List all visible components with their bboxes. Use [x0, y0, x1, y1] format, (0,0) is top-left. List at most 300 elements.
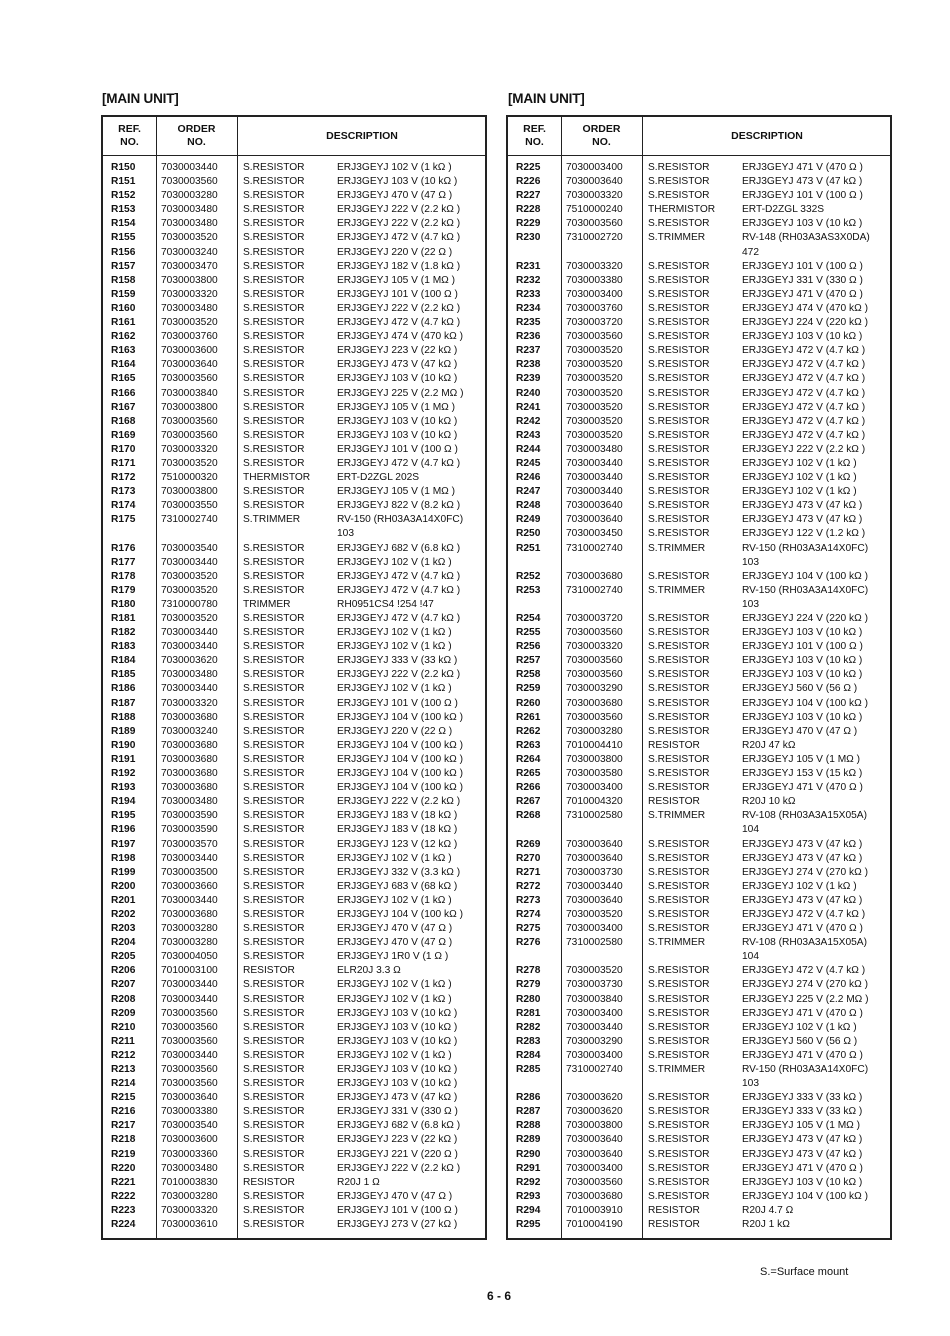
table-row	[103, 344, 485, 358]
ref-no: R227	[516, 190, 541, 202]
part-spec: ERJ3GEYJ 221 V (220 Ω )	[337, 1148, 458, 1160]
table-row	[508, 922, 890, 936]
part-spec: ERJ3GEYJ 101 V (100 Ω )	[742, 641, 863, 653]
ref-no: R185	[111, 669, 136, 681]
part-type: S.RESISTOR	[243, 204, 305, 216]
ref-no: R276	[516, 937, 541, 949]
order-no: 7030003560	[566, 218, 623, 230]
part-spec: ERJ3GEYJ 560 V (56 Ω )	[742, 683, 858, 695]
order-no: 7030003560	[161, 176, 218, 188]
order-no: 7030003320	[566, 260, 623, 272]
table-row	[508, 1204, 890, 1218]
order-no: 7030003380	[161, 1106, 218, 1118]
part-spec: ERJ3GEYJ 103 V (10 kΩ )	[742, 669, 863, 681]
table-row	[103, 1119, 485, 1133]
part-spec: ERJ3GEYJ 104 V (100 kΩ )	[337, 711, 463, 723]
part-type: S.RESISTOR	[243, 908, 305, 920]
table-row	[508, 866, 890, 880]
part-spec: ERJ3GEYJ 104 V (100 kΩ )	[337, 739, 463, 751]
ref-no: R164	[111, 359, 136, 371]
order-no: 7030003540	[161, 1120, 218, 1132]
table-row	[103, 781, 485, 795]
table-row	[103, 767, 485, 781]
order-no: 7030003640	[566, 500, 623, 512]
part-spec: ERJ3GEYJ 472 V (4.7 kΩ )	[337, 317, 461, 329]
part-spec: ERJ3GEYJ 331 V (330 Ω )	[742, 274, 863, 286]
ref-no: R214	[111, 1078, 136, 1090]
order-no: 7030003400	[566, 162, 623, 173]
ref-no: R213	[111, 1064, 136, 1075]
table-row	[103, 739, 485, 753]
ref-no: R248	[516, 500, 541, 512]
order-no: 7030003280	[161, 923, 218, 935]
table-row	[508, 1162, 890, 1176]
part-type: S.RESISTOR	[648, 274, 710, 286]
table-row	[103, 429, 485, 443]
part-type: S.RESISTOR	[243, 556, 305, 568]
part-type: S.RESISTOR	[648, 457, 710, 469]
order-no: 7030003560	[566, 331, 623, 343]
part-type: S.RESISTOR	[648, 176, 710, 188]
order-no: 7030003520	[566, 387, 623, 399]
order-no: 7030003560	[161, 429, 218, 441]
order-no: 7030003520	[161, 457, 218, 469]
order-no: 7030003440	[566, 1021, 623, 1033]
ref-no: R230	[516, 232, 541, 244]
order-no: 7310002740	[566, 1064, 623, 1075]
table-row	[103, 556, 485, 570]
table-row	[103, 1007, 485, 1021]
ref-no: R263	[516, 739, 541, 751]
order-no: 7030003520	[566, 401, 623, 413]
part-type: S.RESISTOR	[648, 317, 710, 329]
part-spec: ERJ3GEYJ 101 V (100 Ω )	[337, 1204, 458, 1216]
part-spec: ERJ3GEYJ 822 V (8.2 kΩ )	[337, 500, 461, 512]
part-type: S.TRIMMER	[648, 542, 706, 554]
table-row	[103, 697, 485, 711]
part-spec: ERJ3GEYJ 104 V (100 kΩ )	[337, 768, 463, 780]
ref-no: R252	[516, 570, 541, 582]
part-spec: ERJ3GEYJ 101 V (100 Ω )	[337, 288, 458, 300]
part-type: S.RESISTOR	[648, 697, 710, 709]
order-no: 7030003720	[566, 317, 623, 329]
order-no: 7030003560	[161, 373, 218, 385]
order-no: 7030003400	[566, 1049, 623, 1061]
order-no: 7030003480	[161, 796, 218, 808]
part-spec: ERJ3GEYJ 332 V (3.3 kΩ )	[337, 866, 461, 878]
table-row	[103, 626, 485, 640]
part-spec: ERJ3GEYJ 474 V (470 kΩ )	[337, 331, 463, 343]
part-type: S.TRIMMER	[243, 514, 301, 526]
part-spec: ERJ3GEYJ 103 V (10 kΩ )	[337, 415, 458, 427]
part-type: THERMISTOR	[648, 204, 716, 216]
part-spec: ERJ3GEYJ 472 V (4.7 kΩ )	[742, 345, 866, 357]
ref-no: R247	[516, 486, 541, 498]
part-spec: RV-148 (RH03A3AS3X0DA)	[742, 232, 870, 244]
table-row	[508, 457, 890, 471]
table-row	[103, 936, 485, 950]
part-type: S.RESISTOR	[648, 401, 710, 413]
table-row	[103, 823, 485, 837]
part-type: S.RESISTOR	[648, 894, 710, 906]
ref-no: R193	[111, 782, 136, 794]
ref-no: R176	[111, 542, 136, 554]
order-no: 7030003520	[566, 359, 623, 371]
table-row	[103, 387, 485, 401]
order-no: 7030003680	[566, 570, 623, 582]
order-no: 7030003840	[161, 387, 218, 399]
part-spec: RV-150 (RH03A3A14X0FC)	[742, 542, 869, 554]
part-spec: 103	[337, 528, 354, 540]
part-spec: ERJ3GEYJ 102 V (1 kΩ )	[337, 641, 452, 653]
ref-no: R261	[516, 711, 541, 723]
order-no: 7030003440	[161, 683, 218, 695]
table-row	[103, 922, 485, 936]
ref-no: R178	[111, 570, 136, 582]
part-spec: ERJ3GEYJ 224 V (220 kΩ )	[742, 613, 868, 624]
order-no: 7510000320	[161, 472, 218, 484]
part-spec: ERJ3GEYJ 472 V (4.7 kΩ )	[742, 401, 866, 413]
ref-no: R152	[111, 190, 136, 202]
part-type: S.TRIMMER	[648, 232, 706, 244]
table-row	[103, 795, 485, 809]
part-spec: ERJ3GEYJ 471 V (470 Ω )	[742, 923, 863, 935]
part-type: S.RESISTOR	[648, 1120, 710, 1132]
table-row	[103, 1190, 485, 1204]
part-spec: RV-150 (RH03A3A14X0FC)	[337, 514, 464, 526]
table-row	[508, 1218, 890, 1232]
order-no: 7030003560	[161, 1007, 218, 1019]
part-type: S.RESISTOR	[648, 359, 710, 371]
order-no: 7030003800	[566, 1120, 623, 1132]
ref-no: R244	[516, 443, 541, 455]
order-no: 7030003320	[161, 443, 218, 455]
part-spec: ERJ3GEYJ 225 V (2.2 MΩ )	[337, 387, 464, 399]
order-no: 7030003540	[161, 542, 218, 554]
part-spec: ERJ3GEYJ 104 V (100 kΩ )	[742, 1190, 868, 1202]
order-no: 7030003800	[566, 753, 623, 765]
ref-no: R236	[516, 331, 541, 343]
order-no: 7310002740	[566, 542, 623, 554]
ref-no: R166	[111, 387, 136, 399]
table-row	[508, 372, 890, 386]
order-no: 7030003520	[161, 232, 218, 244]
table-row	[103, 640, 485, 654]
part-type: S.RESISTOR	[243, 190, 305, 202]
order-no: 7030003680	[161, 711, 218, 723]
part-spec: ERJ3GEYJ 473 V (47 kΩ )	[337, 1092, 458, 1104]
order-no: 7030003680	[566, 697, 623, 709]
order-no: 7310002720	[566, 232, 623, 244]
ref-no: R180	[111, 598, 136, 610]
table-row	[103, 612, 485, 626]
table-row	[103, 950, 485, 964]
order-no: 7030003520	[566, 908, 623, 920]
table-row	[508, 852, 890, 866]
part-type: S.RESISTOR	[243, 655, 305, 667]
part-type: S.RESISTOR	[243, 401, 305, 413]
part-type: S.RESISTOR	[243, 162, 305, 173]
part-spec: ERJ3GEYJ 224 V (220 kΩ )	[742, 317, 868, 329]
ref-no: R186	[111, 683, 136, 695]
ref-no: R272	[516, 880, 541, 892]
right-parts-table	[506, 115, 892, 1240]
table-row	[103, 513, 485, 527]
order-no: 7030003480	[161, 204, 218, 216]
ref-no: R151	[111, 176, 136, 188]
part-type: S.RESISTOR	[648, 288, 710, 300]
order-no: 7030003440	[161, 993, 218, 1005]
header-order-no: ORDER NO.	[177, 123, 216, 148]
part-type: S.RESISTOR	[648, 443, 710, 455]
order-no: 7030003520	[161, 584, 218, 596]
ref-no: R208	[111, 993, 136, 1005]
order-no: 7030003400	[566, 923, 623, 935]
part-spec: ERJ3GEYJ 471 V (470 Ω )	[742, 782, 863, 794]
table-row	[103, 1218, 485, 1232]
part-spec: ERJ3GEYJ 473 V (47 kΩ )	[742, 514, 863, 526]
table-row	[103, 1035, 485, 1049]
ref-no: R219	[111, 1148, 136, 1160]
order-no: 7030003560	[566, 655, 623, 667]
part-type: S.RESISTOR	[648, 965, 710, 977]
part-spec: ERJ3GEYJ 104 V (100 kΩ )	[337, 753, 463, 765]
part-spec: ERJ3GEYJ 472 V (4.7 kΩ )	[742, 415, 866, 427]
part-spec: ERJ3GEYJ 274 V (270 kΩ )	[742, 979, 868, 991]
table-row	[103, 598, 485, 612]
part-type: THERMISTOR	[243, 472, 311, 484]
part-type: S.RESISTOR	[243, 486, 305, 498]
part-spec: ERJ3GEYJ 101 V (100 Ω )	[742, 190, 863, 202]
order-no: 7030003320	[161, 697, 218, 709]
table-row	[508, 1077, 890, 1091]
ref-no: R267	[516, 796, 541, 808]
order-no: 7030003440	[566, 472, 623, 484]
order-no: 7030003480	[566, 443, 623, 455]
part-type: S.RESISTOR	[243, 782, 305, 794]
part-type: S.RESISTOR	[243, 683, 305, 695]
part-type: S.RESISTOR	[243, 810, 305, 822]
part-spec: ERJ3GEYJ 472 V (4.7 kΩ )	[742, 908, 866, 920]
part-type: S.RESISTOR	[648, 570, 710, 582]
order-no: 7030003620	[161, 655, 218, 667]
ref-no: R274	[516, 908, 541, 920]
table-row	[103, 203, 485, 217]
order-no: 7030003640	[566, 894, 623, 906]
order-no: 7030003520	[566, 429, 623, 441]
ref-no: R200	[111, 880, 136, 892]
part-spec: ERJ3GEYJ 472 V (4.7 kΩ )	[337, 232, 461, 244]
order-no: 7030003800	[161, 274, 218, 286]
order-no: 7030003240	[161, 725, 218, 737]
ref-no: R169	[111, 429, 136, 441]
table-row	[508, 1148, 890, 1162]
table-row	[508, 231, 890, 245]
table-row	[508, 556, 890, 570]
part-type: S.RESISTOR	[648, 500, 710, 512]
ref-no: R187	[111, 697, 136, 709]
ref-no: R295	[516, 1219, 541, 1231]
ref-no: R251	[516, 542, 541, 554]
table-row	[103, 316, 485, 330]
table-row	[508, 387, 890, 401]
order-no: 7030003660	[161, 880, 218, 892]
table-row	[508, 950, 890, 964]
ref-no: R280	[516, 993, 541, 1005]
part-spec: ERJ3GEYJ 273 V (27 kΩ )	[337, 1219, 458, 1231]
part-type: S.RESISTOR	[243, 1035, 305, 1047]
part-type: S.RESISTOR	[243, 176, 305, 188]
order-no: 7030003640	[161, 359, 218, 371]
table-row	[508, 471, 890, 485]
ref-no: R282	[516, 1021, 541, 1033]
table-row	[508, 260, 890, 274]
table-row	[103, 894, 485, 908]
table-row	[103, 570, 485, 584]
ref-no: R172	[111, 472, 136, 484]
table-row	[508, 316, 890, 330]
part-spec: ERJ3GEYJ 101 V (100 Ω )	[742, 260, 863, 272]
table-row	[508, 809, 890, 823]
table-row	[508, 542, 890, 556]
part-spec: ERJ3GEYJ 472 V (4.7 kΩ )	[337, 570, 461, 582]
table-row	[103, 1049, 485, 1063]
order-no: 7030003560	[566, 669, 623, 681]
order-no: 7030003470	[161, 260, 218, 272]
part-type: S.RESISTOR	[648, 782, 710, 794]
part-spec: ERJ3GEYJ 222 V (2.2 kΩ )	[337, 302, 461, 314]
order-no: 7030003680	[161, 768, 218, 780]
ref-no: R175	[111, 514, 136, 526]
part-spec: ERJ3GEYJ 473 V (47 kΩ )	[742, 894, 863, 906]
table-row	[103, 584, 485, 598]
part-spec: ERJ3GEYJ 103 V (10 kΩ )	[742, 627, 863, 639]
part-type: S.RESISTOR	[243, 1021, 305, 1033]
part-type: S.RESISTOR	[243, 866, 305, 878]
table-row	[508, 527, 890, 541]
part-spec: ERJ3GEYJ 102 V (1 kΩ )	[337, 894, 452, 906]
ref-no: R191	[111, 753, 136, 765]
part-spec: ERJ3GEYJ 333 V (33 kΩ )	[337, 655, 458, 667]
table-row	[103, 302, 485, 316]
order-no: 7030003440	[161, 852, 218, 864]
order-no: 7030003520	[161, 317, 218, 329]
order-no: 7010003100	[161, 965, 218, 977]
part-type: S.TRIMMER	[648, 937, 706, 949]
part-spec: ERJ3GEYJ 472 V (4.7 kΩ )	[742, 373, 866, 385]
part-type: S.TRIMMER	[648, 584, 706, 596]
part-type: S.RESISTOR	[243, 387, 305, 399]
ref-no: R161	[111, 317, 136, 329]
part-spec: ERJ3GEYJ 103 V (10 kΩ )	[742, 655, 863, 667]
ref-no: R287	[516, 1106, 541, 1118]
part-type: S.TRIMMER	[648, 810, 706, 822]
order-no: 7030003440	[161, 1049, 218, 1061]
part-spec: ERJ3GEYJ 102 V (1 kΩ )	[337, 683, 452, 695]
order-no: 7030003730	[566, 979, 623, 991]
order-no: 7030003560	[566, 711, 623, 723]
part-spec: R20J 1 kΩ	[742, 1219, 790, 1231]
part-type: S.RESISTOR	[243, 317, 305, 329]
order-no: 7030003480	[161, 669, 218, 681]
ref-no: R216	[111, 1106, 136, 1118]
table-row	[508, 1091, 890, 1105]
order-no: 7030003680	[161, 908, 218, 920]
part-type: S.RESISTOR	[243, 880, 305, 892]
ref-no: R201	[111, 894, 136, 906]
order-no: 7030003550	[161, 500, 218, 512]
part-type: RESISTOR	[648, 739, 700, 751]
ref-no: R275	[516, 923, 541, 935]
ref-no: R158	[111, 274, 136, 286]
table-row	[508, 781, 890, 795]
part-type: S.RESISTOR	[648, 908, 710, 920]
ref-no: R260	[516, 697, 541, 709]
table-row	[508, 640, 890, 654]
part-type: S.RESISTOR	[243, 1148, 305, 1160]
ref-no: R215	[111, 1092, 136, 1104]
order-no: 7030003520	[161, 613, 218, 624]
ref-no: R171	[111, 457, 136, 469]
part-type: S.RESISTOR	[648, 302, 710, 314]
part-spec: ERJ3GEYJ 225 V (2.2 MΩ )	[742, 993, 869, 1005]
part-type: S.RESISTOR	[648, 683, 710, 695]
header-description: DESCRIPTION	[731, 129, 803, 142]
part-type: S.RESISTOR	[648, 880, 710, 892]
part-spec: ERJ3GEYJ 473 V (47 kΩ )	[742, 500, 863, 512]
order-no: 7030003500	[161, 866, 218, 878]
part-spec: ERJ3GEYJ 473 V (47 kΩ )	[742, 1134, 863, 1146]
part-type: S.RESISTOR	[648, 711, 710, 723]
order-no: 7030003480	[161, 302, 218, 314]
part-type: S.RESISTOR	[243, 852, 305, 864]
table-row	[103, 401, 485, 415]
table-row	[103, 753, 485, 767]
part-spec: ERJ3GEYJ 102 V (1 kΩ )	[337, 979, 452, 991]
ref-no: R278	[516, 965, 541, 977]
ref-no: R173	[111, 486, 136, 498]
table-row	[508, 499, 890, 513]
part-spec: ERJ3GEYJ 470 V (47 Ω )	[337, 1190, 453, 1202]
ref-no: R284	[516, 1049, 541, 1061]
part-type: S.RESISTOR	[243, 373, 305, 385]
part-type: S.RESISTOR	[648, 753, 710, 765]
table-body	[508, 161, 890, 1232]
table-row	[103, 908, 485, 922]
part-type: S.RESISTOR	[648, 613, 710, 624]
table-row	[103, 274, 485, 288]
ref-no: R167	[111, 401, 136, 413]
part-spec: ERJ3GEYJ 105 V (1 MΩ )	[337, 274, 456, 286]
part-type: S.RESISTOR	[648, 190, 710, 202]
part-type: S.RESISTOR	[648, 669, 710, 681]
part-type: S.RESISTOR	[243, 951, 305, 963]
part-spec: ERJ3GEYJ 683 V (68 kΩ )	[337, 880, 458, 892]
ref-no: R165	[111, 373, 136, 385]
part-type: S.RESISTOR	[648, 866, 710, 878]
ref-no: R258	[516, 669, 541, 681]
header-order-no: ORDER NO.	[582, 123, 621, 148]
part-type: S.RESISTOR	[648, 387, 710, 399]
part-type: S.RESISTOR	[648, 1049, 710, 1061]
order-no: 7030003400	[566, 782, 623, 794]
order-no: 7030003560	[161, 1021, 218, 1033]
part-spec: ERJ3GEYJ 103 V (10 kΩ )	[337, 176, 458, 188]
order-no: 7030003800	[161, 486, 218, 498]
ref-no: R234	[516, 302, 541, 314]
part-type: S.RESISTOR	[243, 570, 305, 582]
part-type: S.RESISTOR	[243, 1190, 305, 1202]
